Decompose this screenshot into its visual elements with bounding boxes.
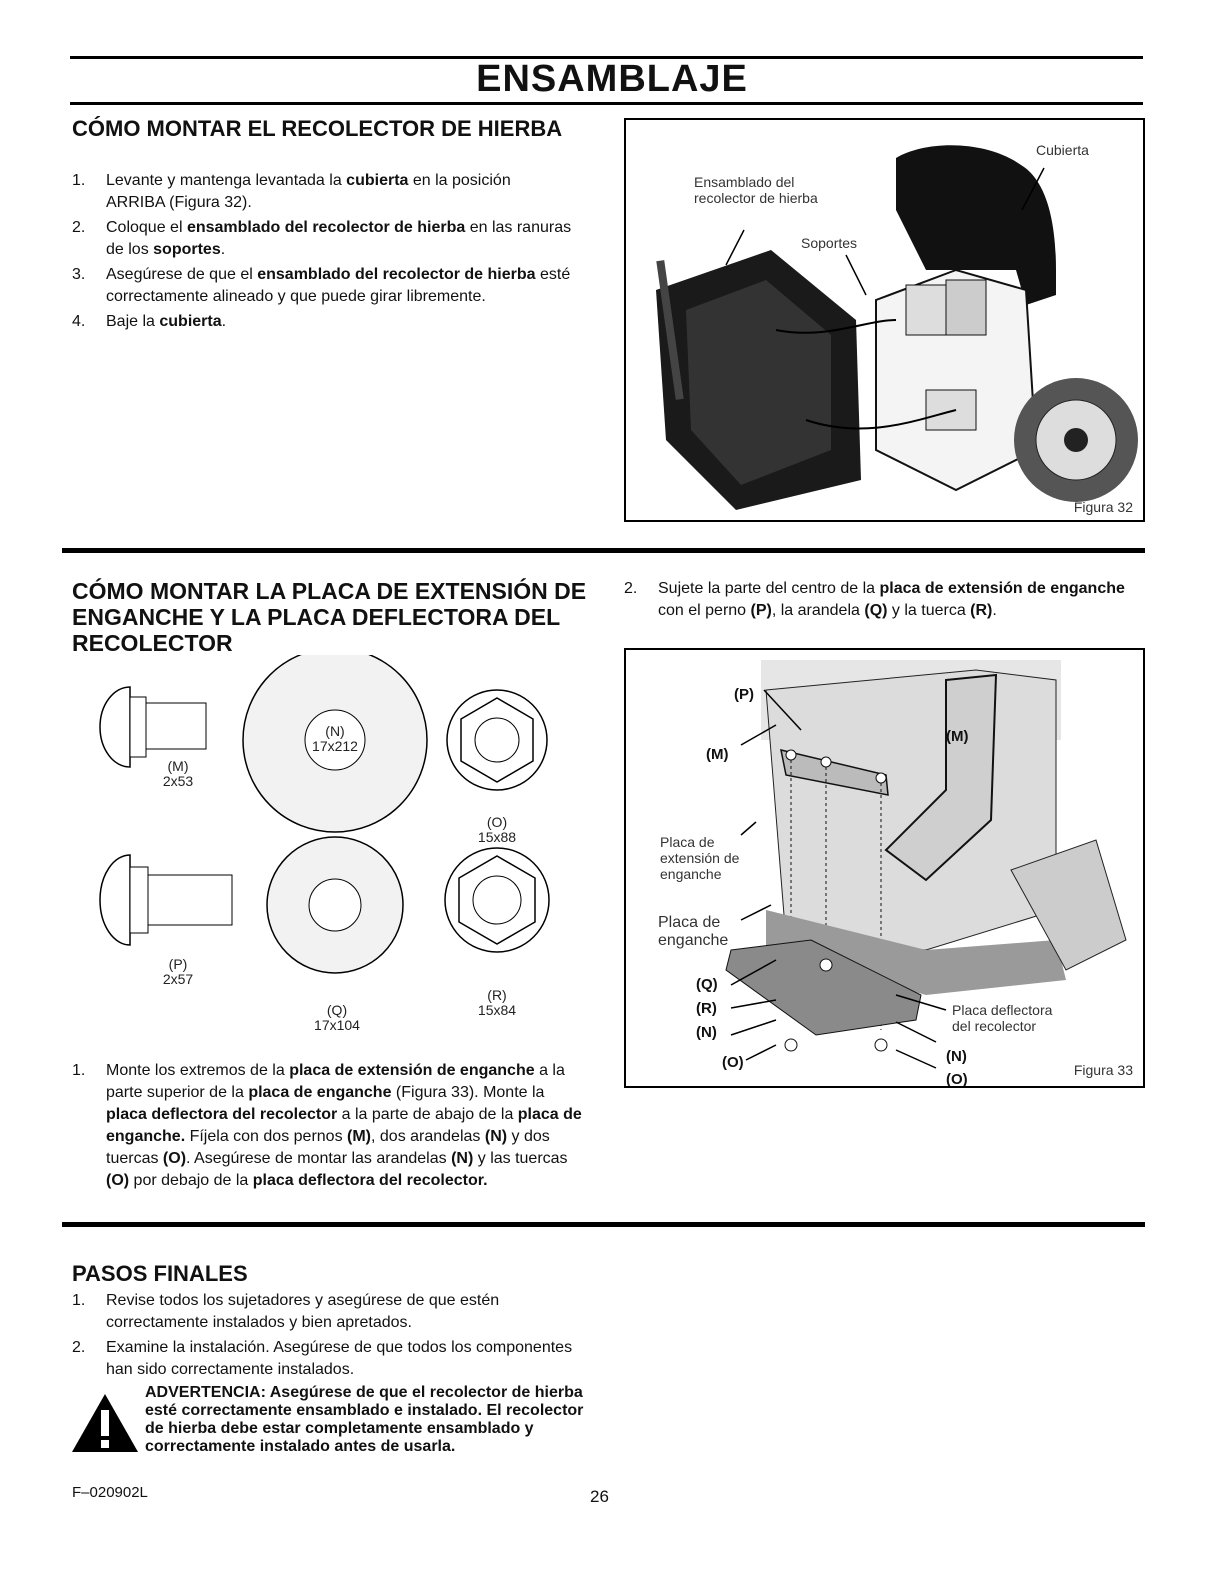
list-item: 2. Coloque el ensamblado del recolector de hierba en las ranuras de los soportes. — [72, 219, 572, 258]
section-heading-hitch-plate: CÓMO MONTAR LA PLACA DE EXTENSIÓN DE ENGANCHE Y LA PLACA DEFLECTORA DEL RECOLECTOR — [72, 578, 587, 656]
label-n-left: (N) — [696, 1024, 717, 1041]
label-p: (P) — [734, 686, 754, 703]
hitch-plate-step-2 — [624, 578, 1139, 625]
page-number: 26 — [590, 1487, 609, 1506]
section-heading-grass-catcher: CÓMO MONTAR EL RECOLECTOR DE HIERBA — [72, 116, 563, 141]
label-r: (R) — [696, 1000, 717, 1017]
list-item: 1. Monte los extremos de la placa de extensión de enganche a la parte superior de la placa de enganche (Figura 33). Monte la placa deflectora del recolector a la parte de abajo de la placa de enganche. Fíjela con dos pernos (M), dos arandelas (N) y dos tuercas (O). Asegúrese de montar las arandelas (N) y las tuercas (O) por debajo de la placa deflectora del recolector. — [72, 1062, 582, 1189]
section-rule-2 — [62, 1222, 1145, 1227]
figure-32 — [624, 118, 1145, 522]
figure-caption: Figura 32 — [1073, 499, 1133, 515]
label-supports: Soportes — [801, 235, 858, 251]
label-cover: Cubierta — [1036, 142, 1089, 158]
hardware-label-n: (N) 17x212 — [312, 723, 358, 754]
grass-catcher-steps — [72, 170, 572, 336]
figure-33 — [624, 648, 1145, 1088]
list-item: 1. Levante y mantenga levantada la cubierta en la posición ARRIBA (Figura 32). — [72, 172, 511, 211]
label-catcher-assembly: Ensamblado del recolector de hierba — [694, 174, 818, 206]
label-hitch-plate: Placa de enganche — [658, 914, 729, 949]
figure-caption: Figura 33 — [1073, 1062, 1133, 1078]
label-n-right: (N) — [946, 1048, 967, 1065]
section-heading-final-steps: PASOS FINALES — [72, 1261, 248, 1286]
list-item: 1. Revise todos los sujetadores y asegúrese de que estén correctamente instalados y bien apretados. — [72, 1292, 500, 1331]
warning-icon — [70, 1392, 140, 1454]
document-code: F–020902L — [72, 1484, 148, 1501]
list-item: 2. Sujete la parte del centro de la placa de extensión de enganche con el perno (P), la arandela (Q) y la tuerca (R). — [624, 580, 1125, 619]
label-o-left: (O) — [722, 1054, 744, 1071]
label-extension-plate: Placa de extensión de enganche — [660, 834, 740, 882]
list-item: 2. Examine la instalación. Asegúrese de que todos los componentes han sido correctamente instalados. — [72, 1339, 573, 1378]
hardware-label-m: (M) 2x53 — [162, 758, 194, 789]
label-o-right: (O) — [946, 1071, 968, 1088]
hardware-label-q: (Q) 17x104 — [314, 1002, 360, 1033]
label-q: (Q) — [696, 976, 718, 993]
page-title: ENSAMBLAJE — [476, 58, 748, 100]
hitch-plate-step-1 — [72, 1060, 587, 1195]
section-rule-1 — [62, 548, 1145, 553]
title-rule — [70, 102, 1143, 105]
final-steps — [72, 1290, 577, 1384]
hardware-label-p: (P) 2x57 — [162, 956, 194, 987]
label-deflector-plate: Placa deflectora del recolector — [952, 1002, 1053, 1034]
hardware-label-r: (R) 15x84 — [477, 987, 517, 1018]
warning-text: ADVERTENCIA: Asegúrese de que el recolector de hierba esté correctamente ensamblado e instalado. El recolector de hierba debe estar completamente ensamblado y correctamente instalado antes de usarla. — [145, 1384, 584, 1455]
label-m-right: (M) — [946, 728, 969, 745]
hardware-label-o: (O) 15x88 — [477, 814, 517, 845]
label-m-left: (M) — [706, 746, 729, 763]
list-item: 4. Baje la cubierta. — [72, 313, 227, 330]
list-item: 3. Asegúrese de que el ensamblado del recolector de hierba esté correctamente alineado y que puede girar libremente. — [72, 266, 571, 305]
